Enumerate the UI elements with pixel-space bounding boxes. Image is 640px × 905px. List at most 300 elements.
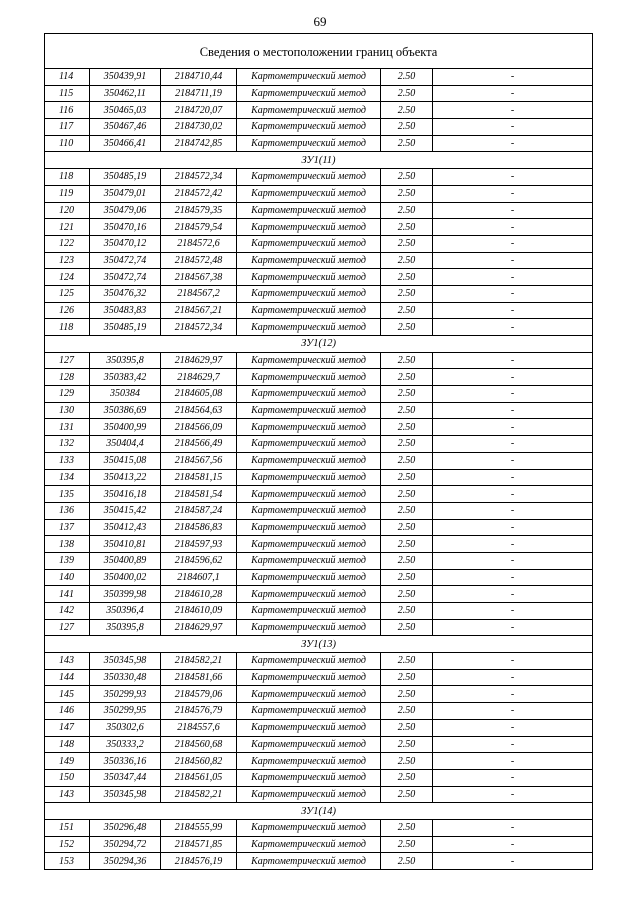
table-row	[45, 235, 593, 252]
accuracy-cell: 2.50	[381, 302, 433, 319]
note-cell: -	[433, 586, 593, 603]
point-number-cell: 119	[45, 185, 90, 202]
table-row	[45, 819, 593, 836]
table-row	[45, 619, 593, 636]
method-cell: Картометрический метод	[237, 819, 381, 836]
method-cell: Картометрический метод	[237, 753, 381, 770]
method-cell: Картометрический метод	[237, 202, 381, 219]
table-row	[45, 786, 593, 803]
coord-y-cell: 2184587,24	[161, 502, 237, 519]
method-cell: Картометрический метод	[237, 786, 381, 803]
accuracy-cell: 2.50	[381, 235, 433, 252]
coord-x-cell: 350400,89	[90, 552, 161, 569]
note-cell: -	[433, 836, 593, 853]
section-label: ЗУ1(13)	[45, 636, 593, 653]
note-cell: -	[433, 202, 593, 219]
method-cell: Картометрический метод	[237, 352, 381, 369]
coord-x-cell: 350472,74	[90, 269, 161, 286]
coord-y-cell: 2184581,66	[161, 669, 237, 686]
note-cell: -	[433, 235, 593, 252]
section-row	[45, 336, 593, 353]
accuracy-cell: 2.50	[381, 819, 433, 836]
table-row	[45, 135, 593, 152]
accuracy-cell: 2.50	[381, 736, 433, 753]
coord-y-cell: 2184557,6	[161, 719, 237, 736]
point-number-cell: 110	[45, 135, 90, 152]
accuracy-cell: 2.50	[381, 769, 433, 786]
method-cell: Картометрический метод	[237, 219, 381, 236]
table-row	[45, 519, 593, 536]
point-number-cell: 131	[45, 419, 90, 436]
method-cell: Картометрический метод	[237, 703, 381, 720]
coord-x-cell: 350479,01	[90, 185, 161, 202]
coord-x-cell: 350399,98	[90, 586, 161, 603]
point-number-cell: 127	[45, 619, 90, 636]
point-number-cell: 136	[45, 502, 90, 519]
method-cell: Картометрический метод	[237, 252, 381, 269]
table-row	[45, 736, 593, 753]
coord-x-cell: 350439,91	[90, 69, 161, 86]
point-number-cell: 118	[45, 169, 90, 186]
accuracy-cell: 2.50	[381, 536, 433, 553]
method-cell: Картометрический метод	[237, 853, 381, 870]
note-cell: -	[433, 769, 593, 786]
coord-y-cell: 2184561,05	[161, 769, 237, 786]
coord-x-cell: 350485,19	[90, 169, 161, 186]
coord-x-cell: 350416,18	[90, 486, 161, 503]
method-cell: Картометрический метод	[237, 669, 381, 686]
coord-x-cell: 350386,69	[90, 402, 161, 419]
note-cell: -	[433, 519, 593, 536]
accuracy-cell: 2.50	[381, 552, 433, 569]
method-cell: Картометрический метод	[237, 119, 381, 136]
note-cell: -	[433, 69, 593, 86]
coord-y-cell: 2184742,85	[161, 135, 237, 152]
method-cell: Картометрический метод	[237, 586, 381, 603]
method-cell: Картометрический метод	[237, 486, 381, 503]
coord-x-cell: 350415,42	[90, 502, 161, 519]
accuracy-cell: 2.50	[381, 703, 433, 720]
note-cell: -	[433, 269, 593, 286]
table-title: Сведения о местоположении границ объекта	[45, 34, 593, 69]
coord-x-cell: 350333,2	[90, 736, 161, 753]
section-row	[45, 152, 593, 169]
note-cell: -	[433, 436, 593, 453]
coord-x-cell: 350383,42	[90, 369, 161, 386]
coord-x-cell: 350410,81	[90, 536, 161, 553]
point-number-cell: 128	[45, 369, 90, 386]
coord-y-cell: 2184629,7	[161, 369, 237, 386]
coord-x-cell: 350294,72	[90, 836, 161, 853]
accuracy-cell: 2.50	[381, 119, 433, 136]
coord-x-cell: 350395,8	[90, 619, 161, 636]
note-cell: -	[433, 302, 593, 319]
point-number-cell: 151	[45, 819, 90, 836]
method-cell: Картометрический метод	[237, 369, 381, 386]
coord-y-cell: 2184710,44	[161, 69, 237, 86]
method-cell: Картометрический метод	[237, 69, 381, 86]
accuracy-cell: 2.50	[381, 419, 433, 436]
coord-y-cell: 2184567,38	[161, 269, 237, 286]
accuracy-cell: 2.50	[381, 686, 433, 703]
coord-x-cell: 350336,16	[90, 753, 161, 770]
note-cell: -	[433, 185, 593, 202]
accuracy-cell: 2.50	[381, 319, 433, 336]
coord-y-cell: 2184572,34	[161, 169, 237, 186]
coord-y-cell: 2184579,54	[161, 219, 237, 236]
point-number-cell: 118	[45, 319, 90, 336]
accuracy-cell: 2.50	[381, 853, 433, 870]
note-cell: -	[433, 703, 593, 720]
accuracy-cell: 2.50	[381, 469, 433, 486]
boundary-table	[44, 33, 593, 870]
table-row	[45, 386, 593, 403]
note-cell: -	[433, 352, 593, 369]
method-cell: Картометрический метод	[237, 569, 381, 586]
method-cell: Картометрический метод	[237, 736, 381, 753]
note-cell: -	[433, 502, 593, 519]
method-cell: Картометрический метод	[237, 469, 381, 486]
accuracy-cell: 2.50	[381, 586, 433, 603]
note-cell: -	[433, 102, 593, 119]
table-row	[45, 653, 593, 670]
table-row	[45, 369, 593, 386]
accuracy-cell: 2.50	[381, 436, 433, 453]
accuracy-cell: 2.50	[381, 786, 433, 803]
point-number-cell: 135	[45, 486, 90, 503]
table-header-row	[45, 34, 593, 69]
coord-x-cell: 350483,83	[90, 302, 161, 319]
coord-x-cell: 350413,22	[90, 469, 161, 486]
table-row	[45, 319, 593, 336]
accuracy-cell: 2.50	[381, 269, 433, 286]
note-cell: -	[433, 469, 593, 486]
table-row	[45, 169, 593, 186]
point-number-cell: 120	[45, 202, 90, 219]
coord-x-cell: 350396,4	[90, 603, 161, 620]
method-cell: Картометрический метод	[237, 85, 381, 102]
table-row	[45, 119, 593, 136]
table-row	[45, 686, 593, 703]
page-number: 69	[313, 14, 327, 29]
coord-x-cell: 350485,19	[90, 319, 161, 336]
accuracy-cell: 2.50	[381, 202, 433, 219]
method-cell: Картометрический метод	[237, 536, 381, 553]
note-cell: -	[433, 569, 593, 586]
section-label: ЗУ1(12)	[45, 336, 593, 353]
coord-x-cell: 350345,98	[90, 653, 161, 670]
coord-y-cell: 2184586,83	[161, 519, 237, 536]
coord-y-cell: 2184610,28	[161, 586, 237, 603]
table-row	[45, 85, 593, 102]
coord-x-cell: 350330,48	[90, 669, 161, 686]
method-cell: Картометрический метод	[237, 402, 381, 419]
point-number-cell: 152	[45, 836, 90, 853]
note-cell: -	[433, 719, 593, 736]
method-cell: Картометрический метод	[237, 502, 381, 519]
accuracy-cell: 2.50	[381, 402, 433, 419]
coord-x-cell: 350299,95	[90, 703, 161, 720]
table-row	[45, 436, 593, 453]
coord-x-cell: 350345,98	[90, 786, 161, 803]
coord-y-cell: 2184572,42	[161, 185, 237, 202]
method-cell: Картометрический метод	[237, 719, 381, 736]
coord-y-cell: 2184560,82	[161, 753, 237, 770]
coord-x-cell: 350467,46	[90, 119, 161, 136]
coord-y-cell: 2184576,19	[161, 853, 237, 870]
coord-y-cell: 2184720,07	[161, 102, 237, 119]
table-row	[45, 452, 593, 469]
table-row	[45, 586, 593, 603]
method-cell: Картометрический метод	[237, 419, 381, 436]
point-number-cell: 147	[45, 719, 90, 736]
coord-y-cell: 2184567,56	[161, 452, 237, 469]
coord-x-cell: 350472,74	[90, 252, 161, 269]
point-number-cell: 130	[45, 402, 90, 419]
method-cell: Картометрический метод	[237, 619, 381, 636]
table-row	[45, 569, 593, 586]
method-cell: Картометрический метод	[237, 552, 381, 569]
note-cell: -	[433, 786, 593, 803]
coord-x-cell: 350395,8	[90, 352, 161, 369]
coord-x-cell: 350476,32	[90, 285, 161, 302]
coord-x-cell: 350404,4	[90, 436, 161, 453]
note-cell: -	[433, 603, 593, 620]
point-number-cell: 127	[45, 352, 90, 369]
point-number-cell: 126	[45, 302, 90, 319]
point-number-cell: 144	[45, 669, 90, 686]
coord-x-cell: 350412,43	[90, 519, 161, 536]
note-cell: -	[433, 252, 593, 269]
point-number-cell: 138	[45, 536, 90, 553]
coord-y-cell: 2184572,48	[161, 252, 237, 269]
table-row	[45, 703, 593, 720]
accuracy-cell: 2.50	[381, 252, 433, 269]
accuracy-cell: 2.50	[381, 369, 433, 386]
note-cell: -	[433, 219, 593, 236]
coord-y-cell: 2184629,97	[161, 619, 237, 636]
coord-x-cell: 350294,36	[90, 853, 161, 870]
method-cell: Картометрический метод	[237, 519, 381, 536]
point-number-cell: 150	[45, 769, 90, 786]
point-number-cell: 140	[45, 569, 90, 586]
point-number-cell: 117	[45, 119, 90, 136]
note-cell: -	[433, 536, 593, 553]
point-number-cell: 125	[45, 285, 90, 302]
coord-y-cell: 2184555,99	[161, 819, 237, 836]
coord-y-cell: 2184582,21	[161, 786, 237, 803]
point-number-cell: 149	[45, 753, 90, 770]
method-cell: Картометрический метод	[237, 452, 381, 469]
coord-y-cell: 2184571,85	[161, 836, 237, 853]
coord-x-cell: 350299,93	[90, 686, 161, 703]
accuracy-cell: 2.50	[381, 85, 433, 102]
coord-y-cell: 2184576,79	[161, 703, 237, 720]
accuracy-cell: 2.50	[381, 219, 433, 236]
table-row	[45, 719, 593, 736]
note-cell: -	[433, 386, 593, 403]
coord-y-cell: 2184567,21	[161, 302, 237, 319]
coord-x-cell: 350470,12	[90, 235, 161, 252]
coord-y-cell: 2184581,54	[161, 486, 237, 503]
note-cell: -	[433, 686, 593, 703]
accuracy-cell: 2.50	[381, 169, 433, 186]
method-cell: Картометрический метод	[237, 769, 381, 786]
note-cell: -	[433, 669, 593, 686]
method-cell: Картометрический метод	[237, 436, 381, 453]
coord-y-cell: 2184629,97	[161, 352, 237, 369]
point-number-cell: 129	[45, 386, 90, 403]
coord-x-cell: 350415,08	[90, 452, 161, 469]
accuracy-cell: 2.50	[381, 753, 433, 770]
coord-y-cell: 2184566,09	[161, 419, 237, 436]
note-cell: -	[433, 736, 593, 753]
point-number-cell: 133	[45, 452, 90, 469]
table-row	[45, 769, 593, 786]
coord-y-cell: 2184572,34	[161, 319, 237, 336]
coord-x-cell: 350400,99	[90, 419, 161, 436]
coord-x-cell: 350479,06	[90, 202, 161, 219]
method-cell: Картометрический метод	[237, 686, 381, 703]
table-row	[45, 853, 593, 870]
point-number-cell: 146	[45, 703, 90, 720]
accuracy-cell: 2.50	[381, 619, 433, 636]
table-row	[45, 469, 593, 486]
accuracy-cell: 2.50	[381, 519, 433, 536]
accuracy-cell: 2.50	[381, 836, 433, 853]
point-number-cell: 143	[45, 786, 90, 803]
point-number-cell: 137	[45, 519, 90, 536]
coord-y-cell: 2184582,21	[161, 653, 237, 670]
accuracy-cell: 2.50	[381, 719, 433, 736]
method-cell: Картометрический метод	[237, 653, 381, 670]
coord-y-cell: 2184607,1	[161, 569, 237, 586]
coord-y-cell: 2184610,09	[161, 603, 237, 620]
table-row	[45, 352, 593, 369]
accuracy-cell: 2.50	[381, 135, 433, 152]
method-cell: Картометрический метод	[237, 603, 381, 620]
accuracy-cell: 2.50	[381, 102, 433, 119]
method-cell: Картометрический метод	[237, 836, 381, 853]
point-number-cell: 139	[45, 552, 90, 569]
note-cell: -	[433, 819, 593, 836]
accuracy-cell: 2.50	[381, 502, 433, 519]
accuracy-cell: 2.50	[381, 569, 433, 586]
note-cell: -	[433, 119, 593, 136]
coord-x-cell: 350465,03	[90, 102, 161, 119]
point-number-cell: 116	[45, 102, 90, 119]
note-cell: -	[433, 402, 593, 419]
method-cell: Картометрический метод	[237, 302, 381, 319]
coord-y-cell: 2184711,19	[161, 85, 237, 102]
point-number-cell: 141	[45, 586, 90, 603]
coord-y-cell: 2184572,6	[161, 235, 237, 252]
point-number-cell: 134	[45, 469, 90, 486]
point-number-cell: 132	[45, 436, 90, 453]
coord-y-cell: 2184730,02	[161, 119, 237, 136]
coord-y-cell: 2184581,15	[161, 469, 237, 486]
coord-x-cell: 350470,16	[90, 219, 161, 236]
table-row	[45, 552, 593, 569]
table-row	[45, 69, 593, 86]
coord-y-cell: 2184564,63	[161, 402, 237, 419]
method-cell: Картометрический метод	[237, 102, 381, 119]
accuracy-cell: 2.50	[381, 352, 433, 369]
note-cell: -	[433, 552, 593, 569]
table-row	[45, 536, 593, 553]
table-row	[45, 603, 593, 620]
note-cell: -	[433, 853, 593, 870]
table-row	[45, 669, 593, 686]
accuracy-cell: 2.50	[381, 452, 433, 469]
coord-x-cell: 350347,44	[90, 769, 161, 786]
coord-y-cell: 2184596,62	[161, 552, 237, 569]
point-number-cell: 143	[45, 653, 90, 670]
coord-y-cell: 2184579,06	[161, 686, 237, 703]
point-number-cell: 148	[45, 736, 90, 753]
table-row	[45, 502, 593, 519]
note-cell: -	[433, 135, 593, 152]
note-cell: -	[433, 753, 593, 770]
point-number-cell: 153	[45, 853, 90, 870]
note-cell: -	[433, 285, 593, 302]
point-number-cell: 124	[45, 269, 90, 286]
method-cell: Картометрический метод	[237, 185, 381, 202]
method-cell: Картометрический метод	[237, 235, 381, 252]
point-number-cell: 123	[45, 252, 90, 269]
accuracy-cell: 2.50	[381, 653, 433, 670]
method-cell: Картометрический метод	[237, 269, 381, 286]
coord-y-cell: 2184567,2	[161, 285, 237, 302]
coord-x-cell: 350462,11	[90, 85, 161, 102]
coord-x-cell: 350302,6	[90, 719, 161, 736]
point-number-cell: 122	[45, 235, 90, 252]
coord-x-cell: 350384	[90, 386, 161, 403]
coord-x-cell: 350296,48	[90, 819, 161, 836]
table-row	[45, 419, 593, 436]
method-cell: Картометрический метод	[237, 169, 381, 186]
coord-y-cell: 2184579,35	[161, 202, 237, 219]
table-row	[45, 836, 593, 853]
note-cell: -	[433, 452, 593, 469]
method-cell: Картометрический метод	[237, 319, 381, 336]
table-row	[45, 285, 593, 302]
method-cell: Картометрический метод	[237, 386, 381, 403]
point-number-cell: 121	[45, 219, 90, 236]
coord-y-cell: 2184597,93	[161, 536, 237, 553]
note-cell: -	[433, 169, 593, 186]
section-row	[45, 636, 593, 653]
coord-y-cell: 2184605,08	[161, 386, 237, 403]
table-row	[45, 753, 593, 770]
accuracy-cell: 2.50	[381, 603, 433, 620]
coord-x-cell: 350400,02	[90, 569, 161, 586]
section-row	[45, 803, 593, 820]
point-number-cell: 145	[45, 686, 90, 703]
accuracy-cell: 2.50	[381, 486, 433, 503]
table-row	[45, 185, 593, 202]
point-number-cell: 142	[45, 603, 90, 620]
coord-y-cell: 2184560,68	[161, 736, 237, 753]
table-row	[45, 102, 593, 119]
coord-y-cell: 2184566,49	[161, 436, 237, 453]
accuracy-cell: 2.50	[381, 185, 433, 202]
point-number-cell: 114	[45, 69, 90, 86]
table-row	[45, 269, 593, 286]
note-cell: -	[433, 486, 593, 503]
table-row	[45, 402, 593, 419]
accuracy-cell: 2.50	[381, 69, 433, 86]
